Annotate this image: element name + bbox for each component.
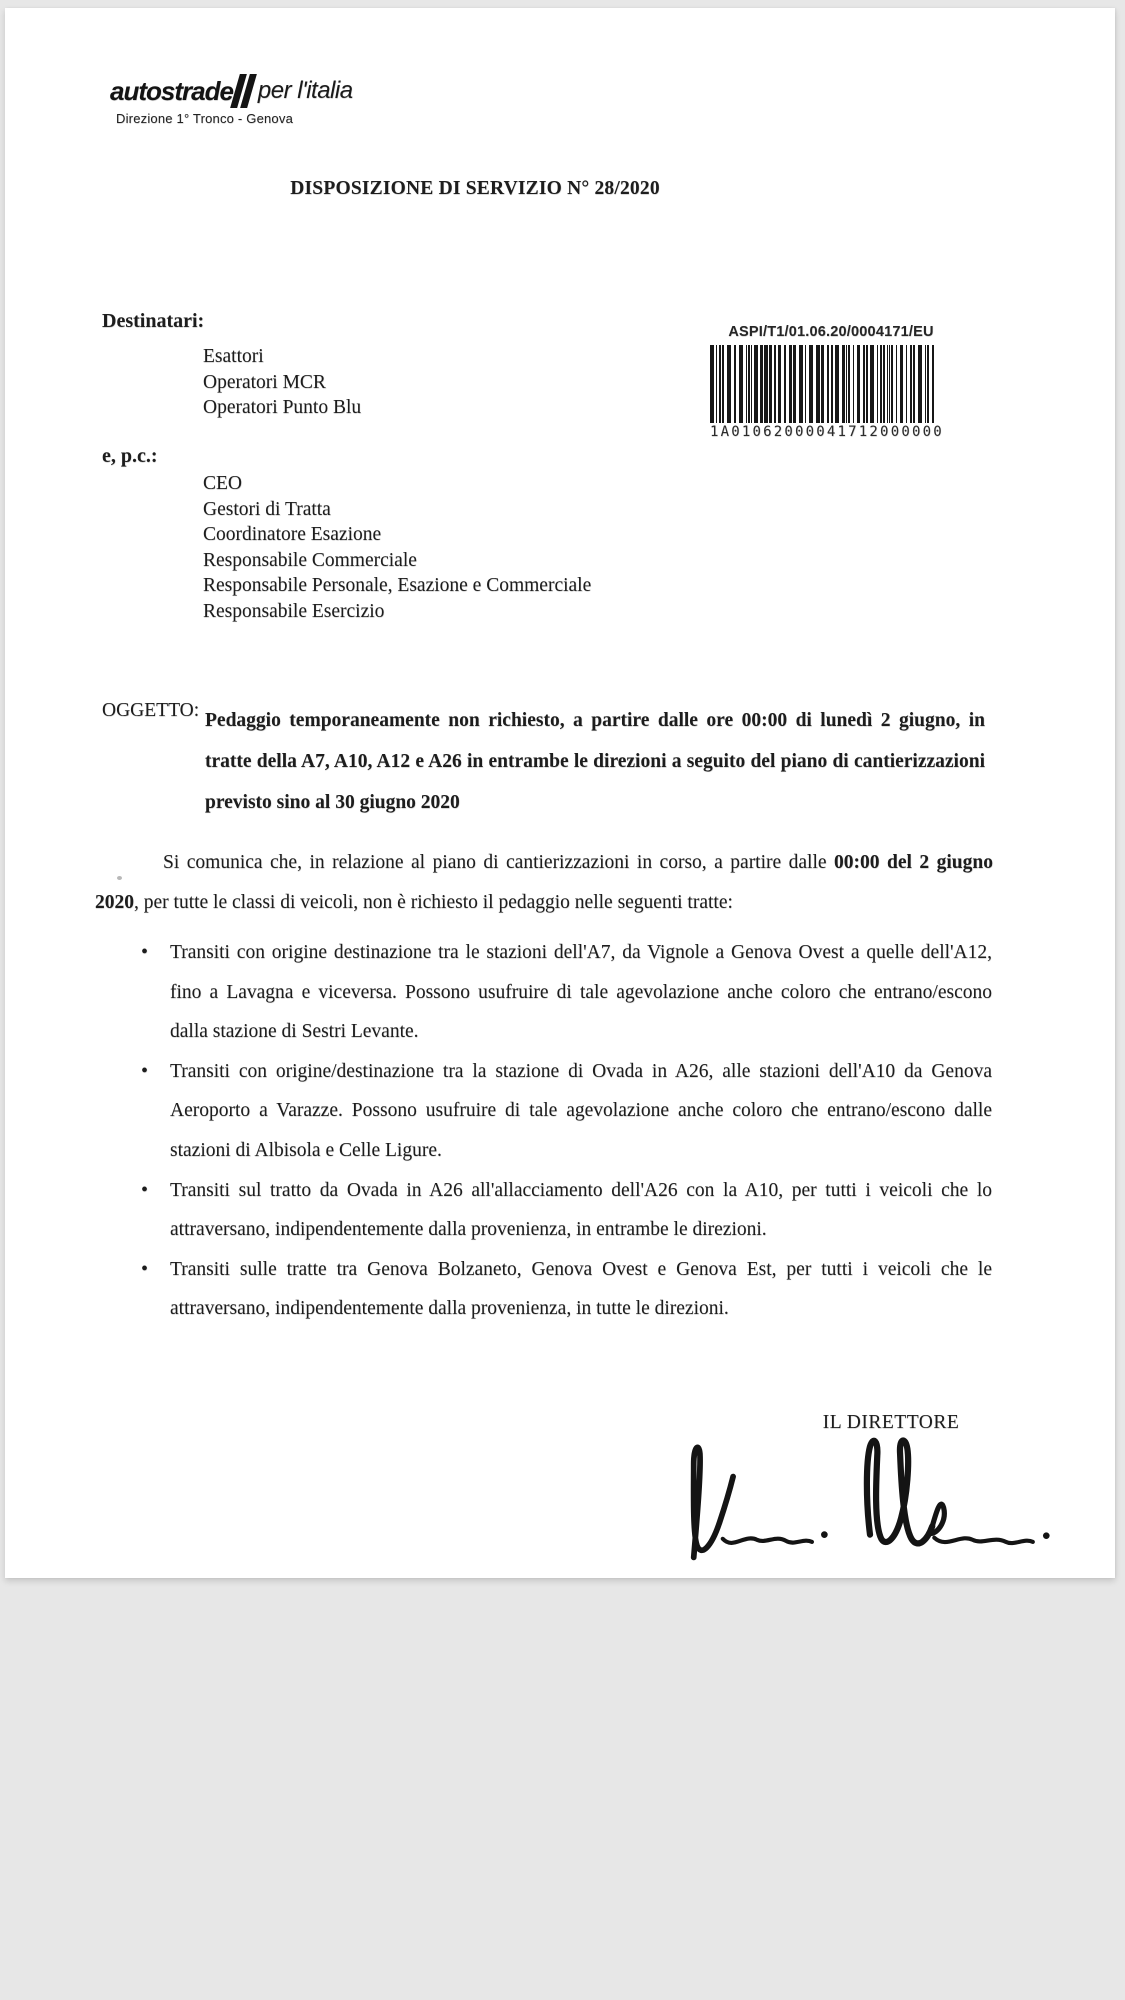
cc-item: CEO (203, 473, 242, 494)
protocol-reference: ASPI/T1/01.06.20/0004171/EU (728, 324, 934, 340)
company-letterhead (110, 74, 353, 126)
double-slash-icon (235, 74, 252, 108)
route-bullet-item: • Transiti sulle tratte tra Genova Bolzaneto, Genova Ovest e Genova Est, per tutti i veicoli che le attraversano, indipendentemente dalla provenienza, in tutte le direzioni. (170, 1250, 992, 1329)
barcode-number: 1A01062000041712000000 (710, 424, 944, 440)
logo-suffix-text: per l'italia (257, 77, 353, 104)
subject-section (102, 700, 990, 823)
cc-item: Gestori di Tratta (203, 498, 331, 520)
subject-label: OGGETTO: (102, 700, 200, 721)
route-bullet-item: • Transiti con origine destinazione tra le stazioni dell'A7, da Vignole a Genova Ovest a quelle dell'A12, fino a Lavagna e viceversa. Possono usufruire di tale agevolazione anche coloro che entrano/escono dalla stazione di Sestri Levante. (170, 933, 992, 1052)
signer-role: IL DIRETTORE (822, 1412, 960, 1433)
protocol-barcode (710, 324, 952, 440)
cc-item: Responsabile Personale, Esazione e Commerciale (203, 575, 592, 597)
cc-item: Coordinatore Esazione (203, 524, 382, 546)
recipient-item: Operatori MCR (203, 371, 326, 393)
subject-text: Pedaggio temporaneamente non richiesto, a partire dalle ore 00:00 di lunedì 2 giugno, in tratte della A7, A10, A12 e A26 in entrambe le direzioni a seguito del piano di cantierizzazioni previsto sino al 30 giugno 2020 (205, 710, 985, 813)
recipient-item: Operatori Punto Blu (203, 397, 362, 418)
division-line: Direzione 1° Tronco - Genova (116, 111, 293, 126)
recipients-list (203, 344, 361, 421)
cc-list (203, 471, 591, 625)
document-title: DISPOSIZIONE DI SERVIZIO N° 28/2020 (290, 178, 660, 199)
barcode-bars-icon (710, 345, 945, 423)
cc-item: Responsabile Esercizio (203, 600, 385, 622)
autostrade-logo (110, 74, 353, 108)
cc-item: Responsabile Commerciale (203, 549, 417, 571)
document-page (5, 8, 1115, 1578)
logo-brand-text: autostrade (110, 75, 233, 106)
body-intro-paragraph: Si comunica che, in relazione al piano di cantierizzazioni in corso, a partire dalle 00:00 del 2 giugno 2020, per tutte le classi di veicoli, non è richiesto il pedaggio nelle seguenti tratte: (95, 852, 993, 913)
signature-handwriting (660, 1433, 1080, 1573)
recipients-label: Destinatari: (102, 310, 205, 332)
route-bullet-list (170, 933, 992, 1329)
cc-label: e, p.c.: (102, 445, 158, 467)
route-bullet-item: • Transiti con origine/destinazione tra la stazione di Ovada in A26, alle stazioni dell'A10 da Genova Aeroporto a Varazze. Possono usufruire di tale agevolazione anche coloro che entrano/escono dalle stazioni di Albisola e Celle Ligure. (170, 1052, 992, 1171)
route-bullet-item: • Transiti sul tratto da Ovada in A26 all'allacciamento dell'A26 con la A10, per tutti i veicoli che lo attraversano, indipendentemente dalla provenienza, in entrambe le direzioni. (170, 1171, 992, 1250)
recipient-item: Esattori (203, 346, 264, 367)
